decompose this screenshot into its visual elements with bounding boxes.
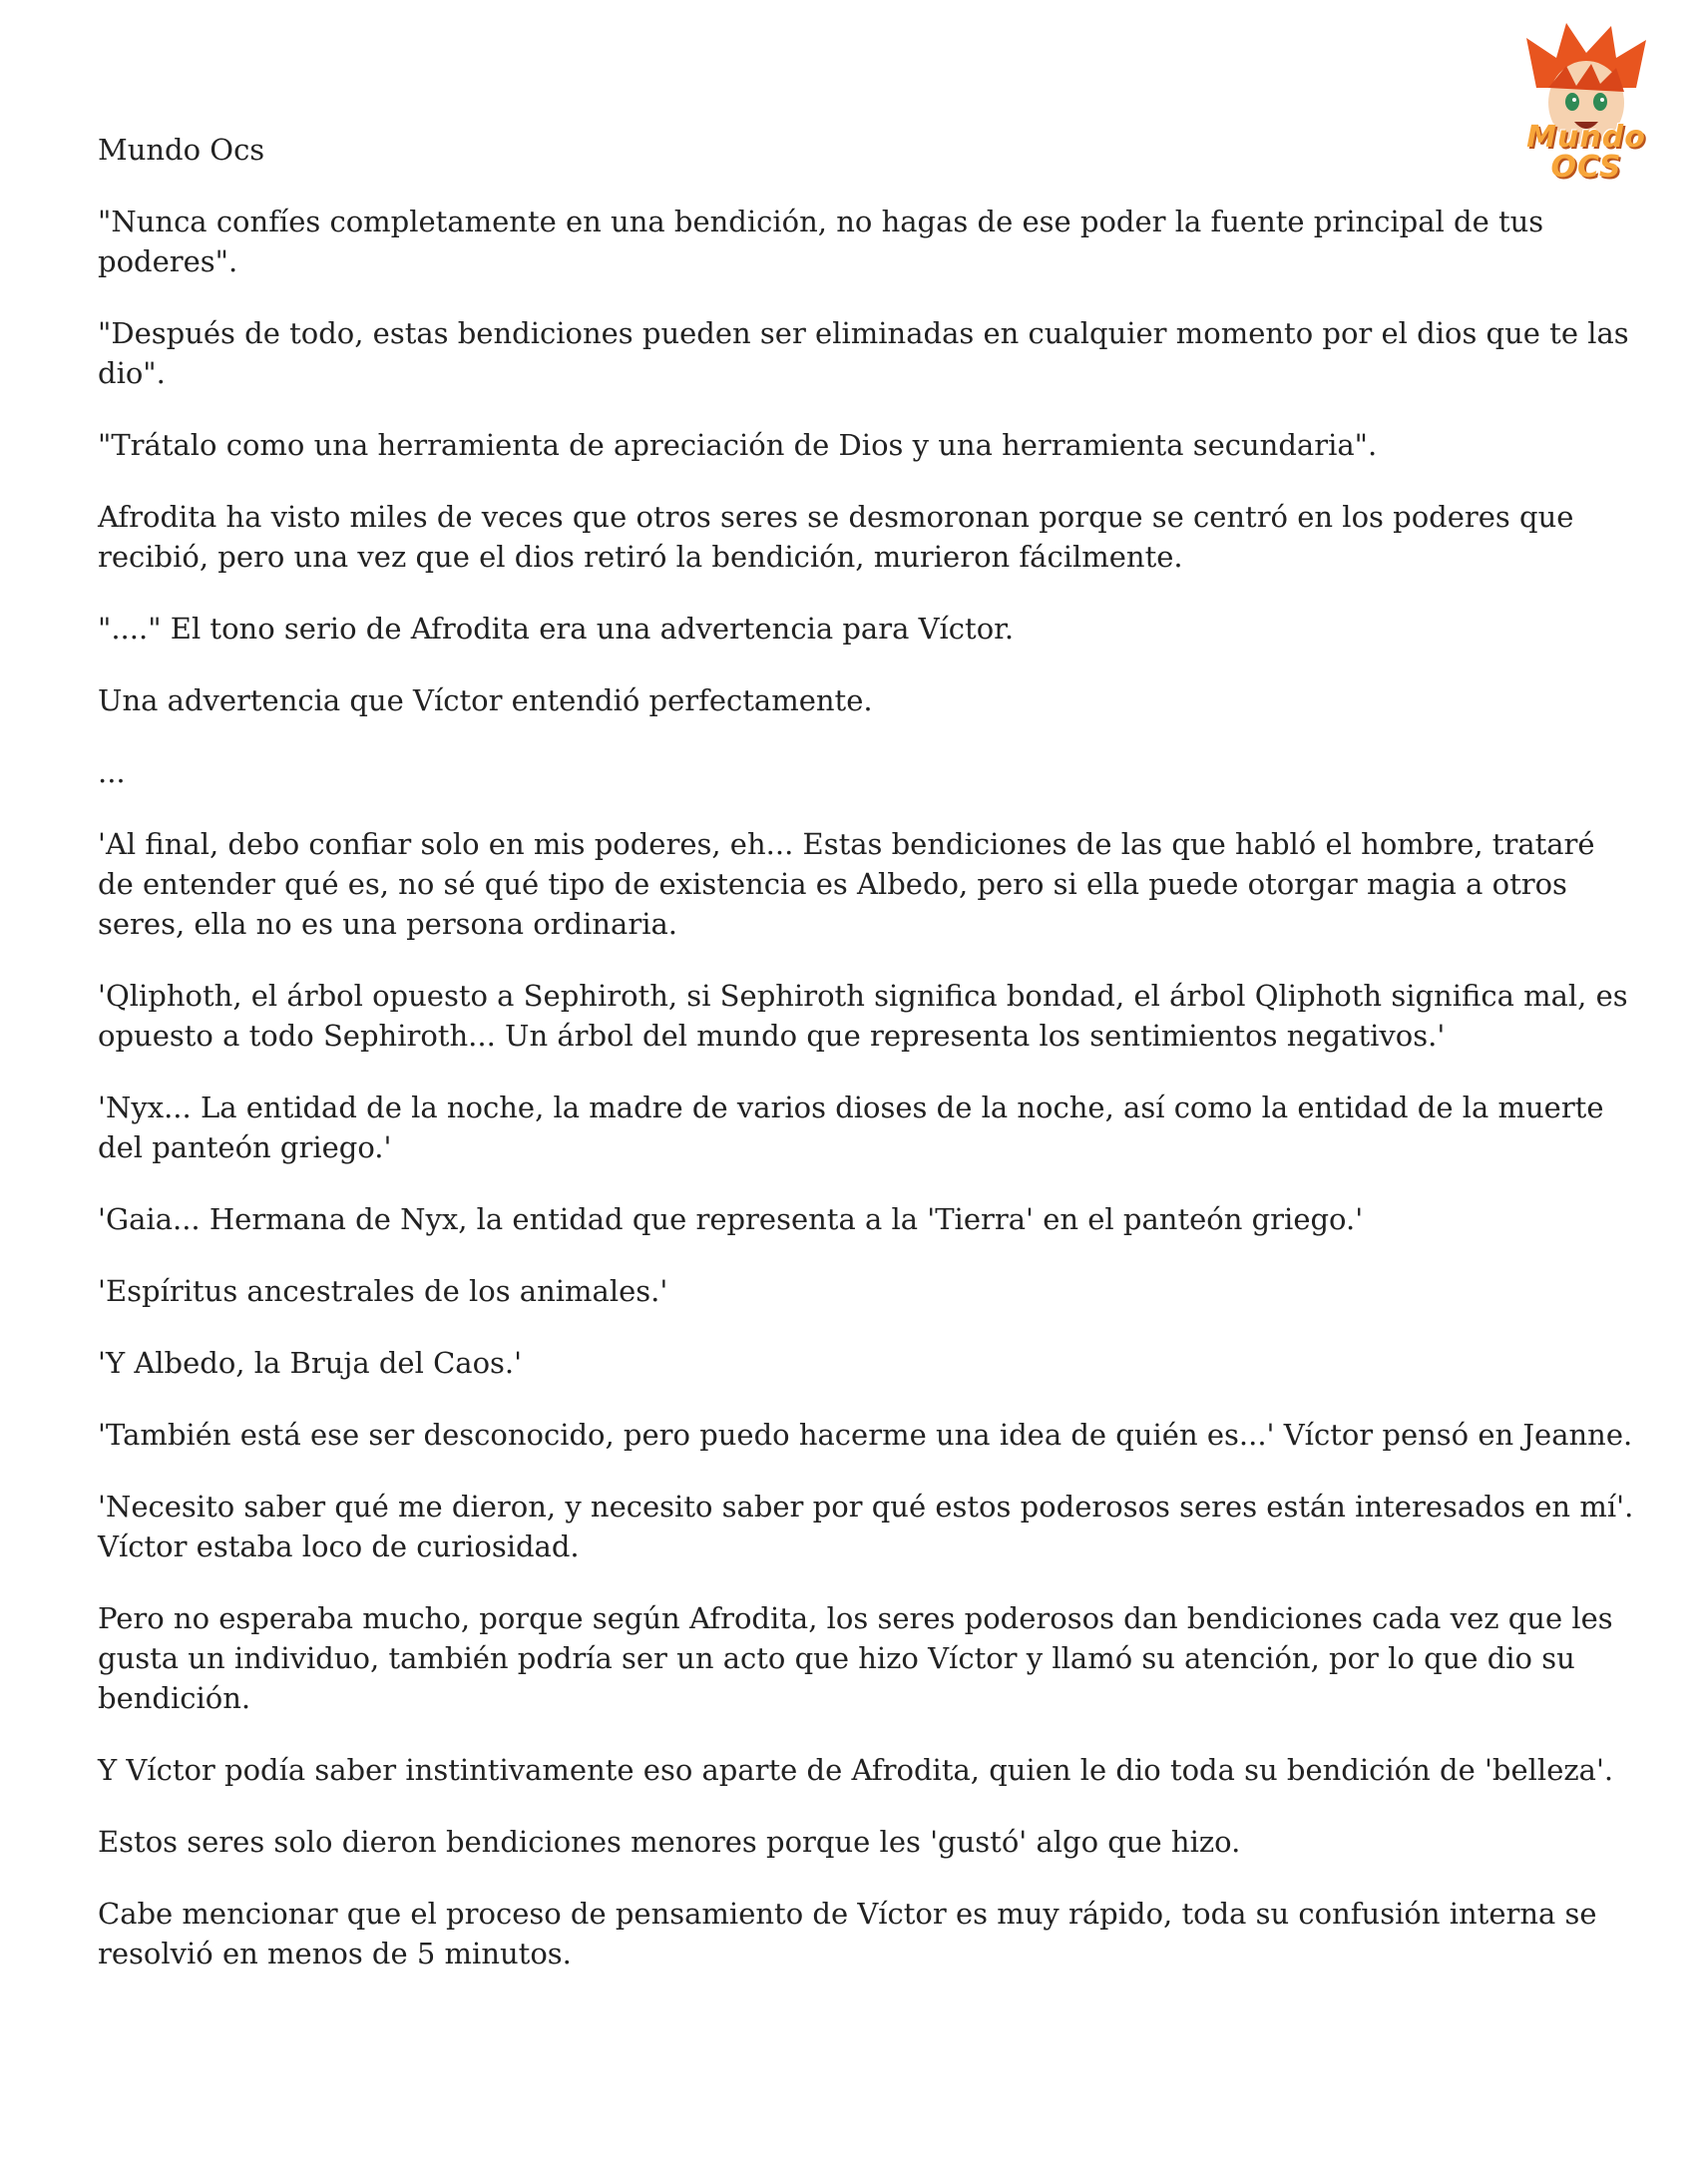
paragraph: 'Nyx... La entidad de la noche, la madre de varios dioses de la noche, así como la entidad de la muerte del panteón griego.' bbox=[98, 1091, 1613, 1164]
scene-break: ... bbox=[98, 755, 126, 789]
paragraph: "Nunca confíes completamente en una bendición, no hagas de ese poder la fuente principal de tus poderes". bbox=[98, 205, 1553, 278]
paragraph: 'Qliphoth, el árbol opuesto a Sephiroth, si Sephiroth significa bondad, el árbol Qliphoth significa mal, es opuesto a todo Sephiroth... Un árbol del mundo que representa los sentimientos negativos.' bbox=[98, 979, 1637, 1053]
paragraph: "...." El tono serio de Afrodita era una advertencia para Víctor. bbox=[98, 612, 1015, 646]
logo-text: Mundo OCS bbox=[1526, 120, 1646, 185]
paragraph: 'Gaia... Hermana de Nyx, la entidad que representa a la 'Tierra' en el panteón griego.' bbox=[98, 1202, 1364, 1236]
paragraph: Estos seres solo dieron bendiciones menores porque les 'gustó' algo que hizo. bbox=[98, 1825, 1241, 1859]
paragraph: Una advertencia que Víctor entendió perfectamente. bbox=[98, 683, 873, 717]
paragraph: 'Y Albedo, la Bruja del Caos.' bbox=[98, 1346, 523, 1380]
paragraph: Pero no esperaba mucho, porque según Afrodita, los seres poderosos dan bendiciones cada vez que les gusta un individuo, también podría ser un acto que hizo Víctor y llamó su atención, por lo que dio su bendición. bbox=[98, 1601, 1622, 1715]
page-header-title: Mundo Ocs bbox=[98, 133, 265, 167]
paragraph: 'También está ese ser desconocido, pero puedo hacerme una idea de quién es...' Víctor pensó en Jeanne. bbox=[98, 1418, 1633, 1452]
document-page bbox=[98, 130, 1643, 2005]
paragraph: Cabe mencionar que el proceso de pensamiento de Víctor es muy rápido, toda su confusión interna se resolvió en menos de 5 minutos. bbox=[98, 1897, 1606, 1970]
paragraph: "Trátalo como una herramienta de apreciación de Dios y una herramienta secundaria". bbox=[98, 428, 1378, 462]
paragraph: Y Víctor podía saber instintivamente eso aparte de Afrodita, quien le dio toda su bendición de 'belleza'. bbox=[98, 1753, 1614, 1787]
paragraph: 'Espíritus ancestrales de los animales.' bbox=[98, 1274, 668, 1308]
paragraph: 'Necesito saber qué me dieron, y necesito saber por qué estos poderosos seres están interesados en mí'. Víctor estaba loco de curiosidad. bbox=[98, 1490, 1643, 1563]
paragraph: "Después de todo, estas bendiciones pueden ser eliminadas en cualquier momento por el dios que te las dio". bbox=[98, 316, 1638, 390]
paragraph: 'Al final, debo confiar solo en mis poderes, eh... Estas bendiciones de las que habló el hombre, trataré de entender qué es, no sé qué tipo de existencia es Albedo, pero si ella puede otorgar magia a otros seres, ella no es una persona ordinaria. bbox=[98, 827, 1604, 941]
paragraph: Afrodita ha visto miles de veces que otros seres se desmoronan porque se centró en los poderes que recibió, pero una vez que el dios retiró la bendición, murieron fácilmente. bbox=[98, 500, 1583, 574]
